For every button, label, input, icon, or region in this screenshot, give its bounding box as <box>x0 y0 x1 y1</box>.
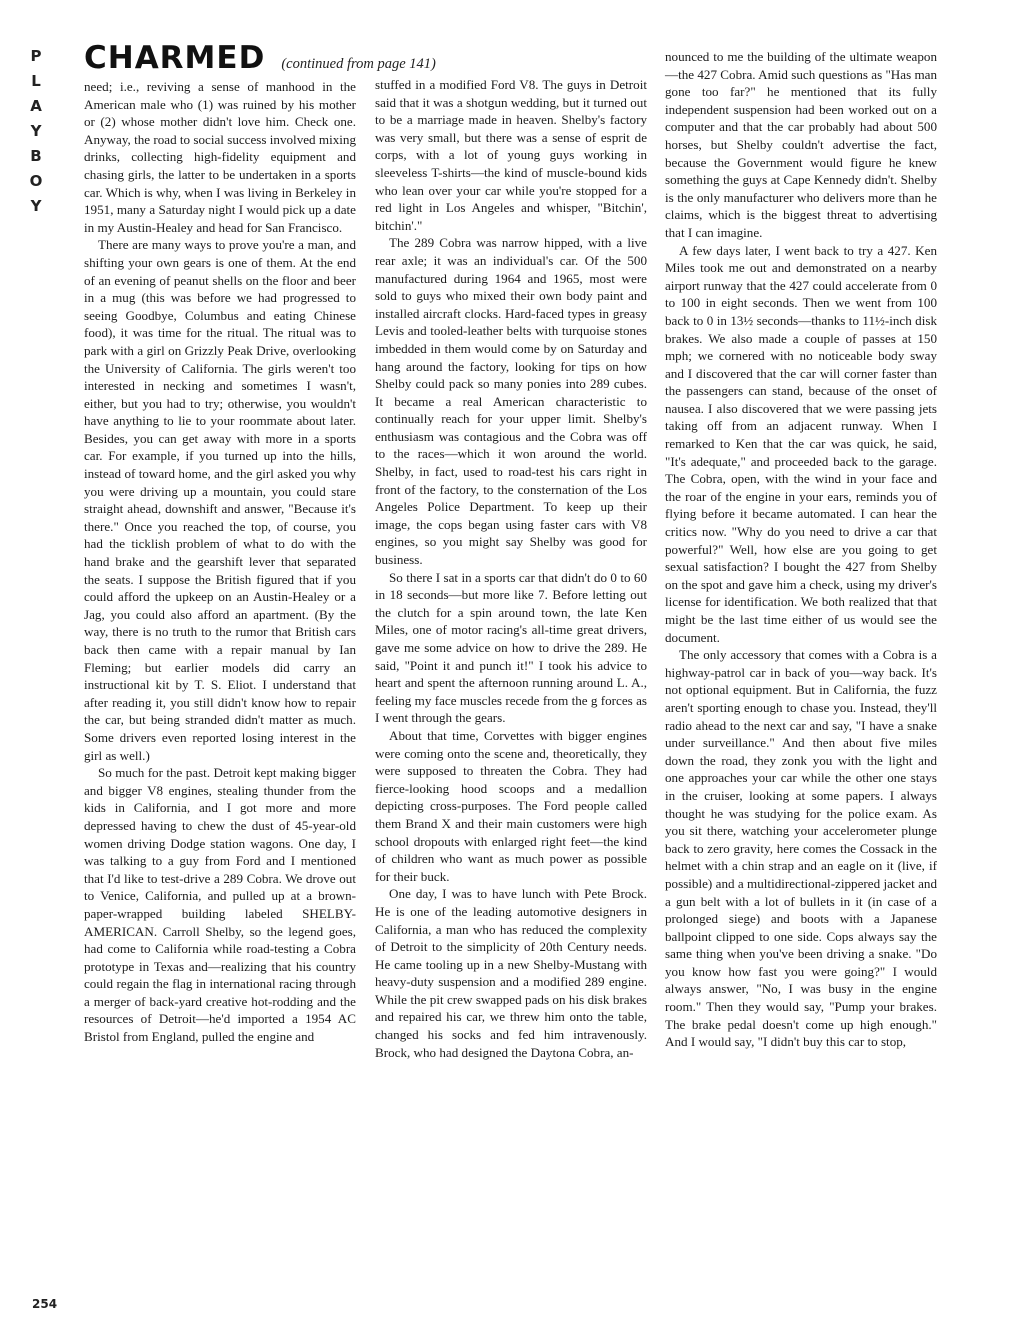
paragraph: stuffed in a modified Ford V8. The guys in Detroit said that it was a shotgun wedding, but it turned out to be a marriage made in heaven. Shelby's factory was very small, but there was a sense of esprit de corps, with a lot of young guys working in sleeveless T-shirts—the kind of muscle-bound kids who lean over your car while you're stopped for a red light in Los Angeles and whisper, "Bitchin', bitchin'." <box>375 77 647 233</box>
article-title: CHARMED <box>84 40 266 76</box>
text-column-1 <box>84 78 356 1046</box>
paragraph: A few days later, I went back to try a 427. Ken Miles took me out and demonstrated on a nearby airport runway that the 427 could accelerate from 0 to 100 in eight seconds. Then we went from 100 back to 0 in 13½ seconds—thanks to 11½-inch disk brakes. We also made a couple of passes at 150 mph; we cornered with no noticeable body sway and I discovered that the car will corner faster than the passengers can stand, because of the onset of nausea. I also discovered that we were passing jets taking off from an adjacent runway. When I remarked to Ken that the car was quick, he said, "It's adequate," and proceeded back to the garage. The Cobra, open, with the wind in your face and the roar of the engine in your ears, reminds you of flying before it became automated. I can hear the critics now. "Why do you need to drive a car that powerful?" Well, how else are you going to get sexual satisfaction? I bought the 427 from Shelby on the spot and gave him a check, using my driver's license for identification. We both realized that that might be the last time either of us would see the document. <box>665 242 937 645</box>
paragraph: The only accessory that comes with a Cobra is a highway-patrol car in back of you—way back. It's not optional equipment. But in California, the fuzz aren't sporting enough to chase you. Instead, they'll radio ahead to the next car and say, "I have a snake under surveillance." And then about five miles down the road, they zonk you with the light and one approaches your car while the other one stays in the cruiser, looking at some papers. I always thought he was studying for the police exam. As you sit there, watching your accelerometer plunge back to zero gravity, here comes the Cossack in the helmet with a chin strap and an eagle on it (live, if possible) and a multidirectional-zippered jacket and a gun belt with a lot of bullets in it (in case of a prolonged siege) and boots with a Japanese ballpoint clipped to one side. Cops always say the same thing when you've been driving a snake. "Do you know how fast you were going?" I would always answer, "No, I was busy in the engine room." Then they would say, "Pump your brakes. The brake pedal doesn't come up high enough." And I would say, "I didn't buy this car to stop, <box>665 647 937 1050</box>
masthead-letter: P <box>30 47 42 65</box>
masthead-letter: Y <box>30 122 42 140</box>
paragraph: The 289 Cobra was narrow hipped, with a live rear axle; it was an individual's car. Of the 500 manufactured during 1964 and 1965, most were sold to guys who mixed their own body paint and installed aircraft clocks. Hard-faced types in greasy Levis and tooled-leather belts with turquoise stones imbedded in them would come by on Saturday and hang around the factory, looking for tips on how Shelby could pack so many ponies into 289 cubes. It became a real American characteristic to continually reach for your upper limit. Shelby's enthusiasm was contagious and the Cobra was off to the races—which it won around the world. Shelby, in fact, used to road-test his cars right in front of the factory, to the consternation of the Los Angeles Police Department. To keep up their image, the cops began using faster cars with V8 engines, so you might say Shelby was good for business. <box>375 235 647 568</box>
paragraph: About that time, Corvettes with bigger engines were coming onto the scene and, theoretically, they were supposed to threaten the Cobra. They had fierce-looking hood scoops and a medallion depicting cross-purposes. The Ford people called them Brand X and their main customers were high school dropouts with enlarged right feet—the kind of children who want as much power as possible for their buck. <box>375 727 647 884</box>
paragraph: So there I sat in a sports car that didn't do 0 to 60 in 18 seconds—but more like 7. Before letting out the clutch for a spin around town, the late Ken Miles, one of motor racing's all-time great drivers, gave me some advice on how to drive the 289. He said, "Point it and punch it!" I took his advice to heart and spent the afternoon running around L. A., feeling my face muscles recede from the g forces as I went through the gears. <box>375 569 647 726</box>
article-header <box>84 40 436 76</box>
continued-note: (continued from page 141) <box>281 56 436 72</box>
text-column-3 <box>665 48 937 1051</box>
magazine-name-vertical <box>26 44 46 219</box>
masthead-letter: A <box>30 97 42 115</box>
paragraph: need; i.e., reviving a sense of manhood in the American male who (1) was ruined by his mother or (2) whose mother didn't love him. Check one. Anyway, the road to social success involved mixing drinks, collecting high-fidelity equipment and chasing girls, the latter to be undertaken in a sports car. Which is why, when I was living in Berkeley in 1951, many a Saturday night I would pick up a date in my Austin-Healey and head for San Francisco. <box>84 79 356 235</box>
text-column-2 <box>375 76 647 1061</box>
paragraph: So much for the past. Detroit kept making bigger and bigger V8 engines, stealing thunder from the kids in California, and I got more and more depressed having to chew the dust of 45-year-old women driving Dodge station wagons. One day, I was talking to a guy from Ford and I mentioned that I'd like to test-drive a 289 Cobra. We drove out to Venice, California, and pulled up at a brown-paper-wrapped building labeled SHELBY-AMERICAN. Carroll Shelby, so the legend goes, had come to California while road-testing a Cobra prototype in Texas and—realizing that his country could regain the flag in international racing through a merger of back-yard creative hot-rodding and the resources of Detroit—he'd imported a 1954 AC Bristol from England, pulled the engine and <box>84 765 356 1045</box>
paragraph: nounced to me the building of the ultimate weapon—the 427 Cobra. Amid such questions as "Has man gone too far?" he mentioned that its fully independent suspension had been worked out on a computer and that the car probably had about 500 horses, but Shelby couldn't advertise the fact, because the Government would figure he knew something the guys at Cape Kennedy didn't. Shelby is the only manufacturer who delivers more than he claims, which is the biggest threat to advertising that I can imagine. <box>665 49 937 240</box>
page-number: 254 <box>32 1297 58 1311</box>
paragraph: One day, I was to have lunch with Pete Brock. He is one of the leading automotive designers in California, a man who has reduced the complexity of Detroit to the simplicity of 20th Century needs. He came tooling up in a new Shelby-Mustang with heavy-duty suspension and a modified 289 engine. While the pit crew swapped pads on his disk brakes and repaired his car, we threw him onto the table, changed his socks and fed him intravenously. Brock, who had designed the Daytona Cobra, an- <box>375 886 647 1060</box>
masthead-letter: L <box>31 72 41 90</box>
masthead-letter: B <box>30 147 42 165</box>
masthead-letter: O <box>29 172 43 190</box>
masthead-letter: Y <box>30 197 42 215</box>
paragraph: There are many ways to prove you're a man, and shifting your own gears is one of them. At the end of an evening of peanut shells on the floor and beer in a mug (this was before we had progressed to seeing Goodbye, Columbus and eating Chinese food), it was time for the ritual. The ritual was to park with a girl on Grizzly Peak Drive, overlooking the University of California. The girls weren't too interested in necking and sometimes I wasn't, either, but you had to try; otherwise, you wouldn't have anything to lie to your roommate about later. Besides, you can get away with more in a sports car. For example, if you turned up into the hills, instead of toward home, and the girl asked you why you were driving up a mountain, you could stare straight ahead, downshift and answer, "Because it's there." Once you reached the top, of course, you had the ticklish problem of what to do with the hand brake and the gearshift lever that separated the seats. I suppose the British figured that if you could afford the upkeep on an Austin-Healey or a Jag, you could also afford an apartment. (By the way, there is no truth to the rumor that British cars back then came with a repair manual by Ian Fleming; but earlier models did carry an instructional kit by T. S. Eliot. I understand that after reading it, you still didn't know how to repair the car, but being stranded didn't matter as much. Some drivers even reported losing interest in the girl as well.) <box>84 237 356 763</box>
